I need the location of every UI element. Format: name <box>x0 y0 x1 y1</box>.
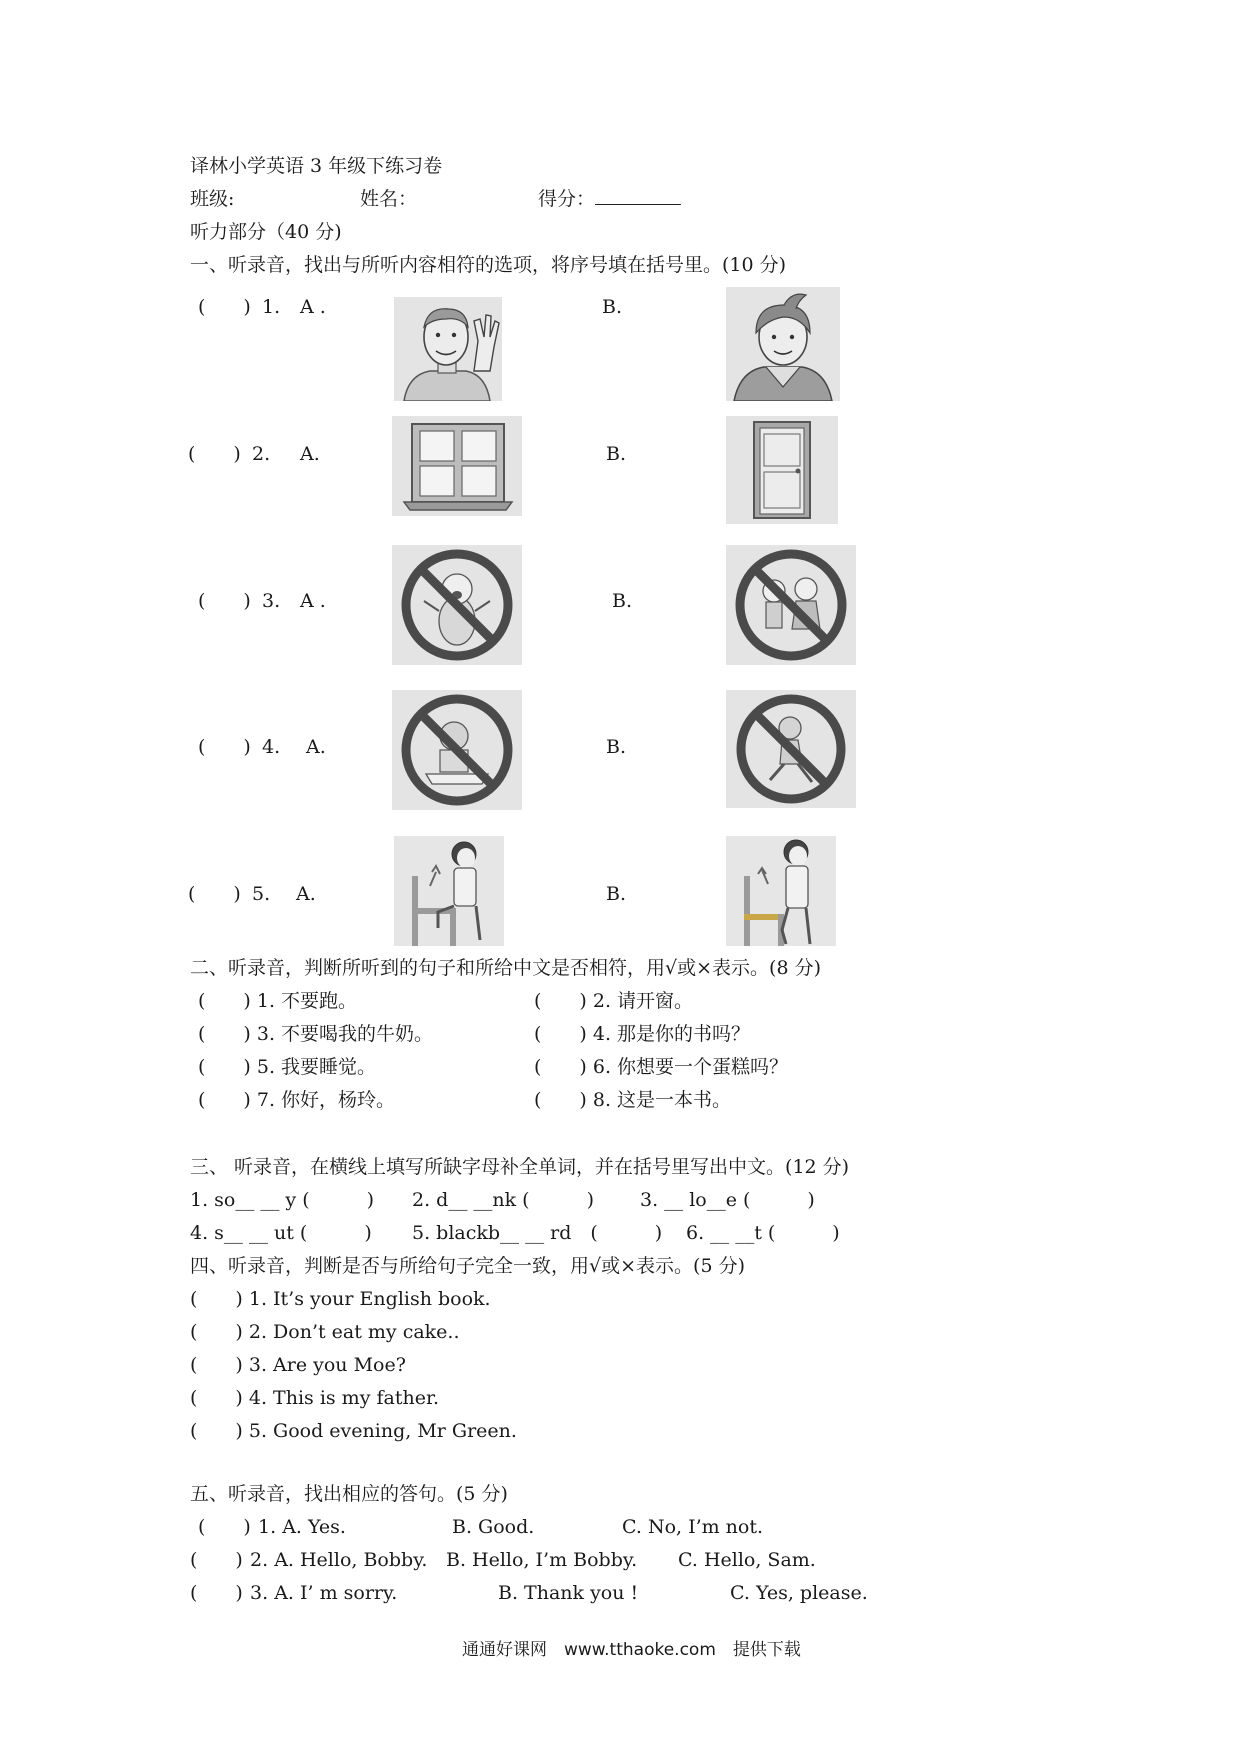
s1-item4-paren: ( ) <box>198 736 251 758</box>
s1-item2-paren: ( ) <box>188 443 241 465</box>
s2-item1 <box>198 988 357 1014</box>
score-label <box>538 186 681 212</box>
s2-item8-text: 8. 这是一本书。 <box>592 1089 732 1111</box>
s1-item2-num: 2. <box>252 443 271 465</box>
s1-item5-paren: ( ) <box>188 883 241 905</box>
s4-item4-paren: ( ) <box>190 1387 243 1409</box>
s1-item1-b: B. <box>602 296 623 318</box>
s5-item3-c: C. Yes, please. <box>730 1582 868 1604</box>
s1-item3-a: A . <box>300 590 326 612</box>
s1-item5-num: 5. <box>252 883 271 905</box>
s1-item3-num: 3. <box>262 590 281 612</box>
s1-item4-b: B. <box>606 736 627 758</box>
s4-item3 <box>190 1352 406 1378</box>
s2-item4 <box>534 1021 750 1047</box>
s2-item6-paren: ( ) <box>534 1056 587 1078</box>
s3-item2: 2. d__ __nk ( ) <box>412 1189 594 1211</box>
s4-item3-text: 3. Are you Moe? <box>248 1354 406 1376</box>
class-label: 班级: <box>190 188 235 210</box>
section2-title: 二、听录音，判断所听到的句子和所给中文是否相符，用√或×表示。(8 分) <box>190 957 821 979</box>
s2-item2 <box>534 988 693 1014</box>
section5-title: 五、听录音，找出相应的答句。(5 分) <box>190 1483 508 1505</box>
s3-item1: 1. so__ __ y ( ) <box>190 1189 375 1211</box>
girl-standing-up-image <box>726 836 836 946</box>
s2-item5 <box>198 1054 376 1080</box>
no-pushing-sign-image <box>726 545 856 665</box>
s1-item5-b: B. <box>606 883 627 905</box>
page-title: 译林小学英语 3 年级下练习卷 <box>190 155 443 177</box>
s5-item1-num: 1. <box>258 1516 277 1538</box>
s2-item8-paren: ( ) <box>534 1089 587 1111</box>
s2-item6-text: 6. 你想要一个蛋糕吗？ <box>592 1056 789 1078</box>
girl-portrait-image <box>726 287 840 401</box>
s2-item1-text: 1. 不要跑。 <box>256 990 358 1012</box>
s2-item7-paren: ( ) <box>198 1089 251 1111</box>
s1-item3-paren: ( ) <box>198 590 251 612</box>
s2-item3-text: 3. 不要喝我的牛奶。 <box>256 1023 434 1045</box>
s2-item5-text: 5. 我要睡觉。 <box>256 1056 377 1078</box>
s4-item4 <box>190 1385 439 1411</box>
s5-item1-b: B. Good. <box>452 1516 535 1538</box>
s4-item2-paren: ( ) <box>190 1321 243 1343</box>
s2-item4-paren: ( ) <box>534 1023 587 1045</box>
s5-item1-a <box>258 1514 346 1540</box>
section1-title: 一、听录音，找出与所听内容相符的选项，将序号填在括号里。(10 分) <box>190 254 787 276</box>
s2-item5-paren: ( ) <box>198 1056 251 1078</box>
s5-item2-a <box>250 1547 427 1573</box>
footer-credit: 通通好课网 www.tthaoke.com 提供下载 <box>462 1640 801 1660</box>
door-image <box>726 416 838 524</box>
s4-item1-text: 1. It’s your English book. <box>248 1288 491 1310</box>
s1-item4-num: 4. <box>262 736 281 758</box>
s4-item1 <box>190 1286 491 1312</box>
section4-title: 四、听录音，判断是否与所给句子完全一致，用√或×表示。(5 分) <box>190 1255 745 1277</box>
no-eating-sign-image <box>392 690 522 810</box>
s2-item6 <box>534 1054 788 1080</box>
score-label-text: 得分： <box>538 188 596 210</box>
section3-title: 三、 听录音，在横线上填写所缺字母补全单词，并在括号里写出中文。(12 分) <box>190 1156 850 1178</box>
s1-item1-paren: ( ) <box>198 296 251 318</box>
s3-item4: 4. s__ __ ut ( ) <box>190 1222 372 1244</box>
s4-item5-text: 5. Good evening, Mr Green. <box>248 1420 517 1442</box>
no-running-sign-image <box>726 690 856 808</box>
s2-item1-paren: ( ) <box>198 990 251 1012</box>
s3-item5: 5. blackb__ __ rd ( ) <box>412 1222 663 1244</box>
s5-item2-b: B. Hello, I’m Bobby. <box>446 1549 638 1571</box>
s5-item3-a <box>250 1580 397 1606</box>
s4-item2-text: 2. Don’t eat my cake.. <box>248 1321 460 1343</box>
s1-item5-a: A. <box>296 883 316 905</box>
s4-item1-paren: ( ) <box>190 1288 243 1310</box>
s4-item5 <box>190 1418 517 1444</box>
s2-item7-text: 7. 你好，杨玲。 <box>256 1089 396 1111</box>
s4-item3-paren: ( ) <box>190 1354 243 1376</box>
s2-item2-paren: ( ) <box>534 990 587 1012</box>
s5-item3-a-text: A. I’ m sorry. <box>274 1582 398 1604</box>
s2-item3 <box>198 1021 433 1047</box>
s1-item3-b: B. <box>612 590 633 612</box>
s5-item1-a-text: A. Yes. <box>282 1516 346 1538</box>
s5-item1-c: C. No, I’m not. <box>622 1516 764 1538</box>
score-blank <box>595 186 681 205</box>
s1-item2-a: A. <box>300 443 320 465</box>
s4-item4-text: 4. This is my father. <box>248 1387 439 1409</box>
s5-item2-c: C. Hello, Sam. <box>678 1549 816 1571</box>
s3-item6: 6. __ __t ( ) <box>686 1222 840 1244</box>
s3-item3: 3. __ lo__e ( ) <box>640 1189 815 1211</box>
s2-item2-text: 2. 请开窗。 <box>592 990 694 1012</box>
s2-item8 <box>534 1087 731 1113</box>
s5-item2-num: 2. <box>250 1549 269 1571</box>
no-shouting-sign-image <box>392 545 522 665</box>
listening-title: 听力部分（40 分) <box>190 221 342 243</box>
s2-item7 <box>198 1087 395 1113</box>
s5-item3-b: B. Thank you ! <box>498 1582 639 1604</box>
s5-item3-paren: ( ) <box>190 1582 243 1604</box>
s1-item1-num: 1. <box>262 296 281 318</box>
s2-item3-paren: ( ) <box>198 1023 251 1045</box>
s5-item2-paren: ( ) <box>190 1549 243 1571</box>
man-waving-image <box>394 297 502 401</box>
name-label: 姓名： <box>360 188 418 210</box>
s2-item4-text: 4. 那是你的书吗？ <box>592 1023 751 1045</box>
s5-item3-num: 3. <box>250 1582 269 1604</box>
s5-item1-paren: ( ) <box>198 1516 251 1538</box>
s4-item5-paren: ( ) <box>190 1420 243 1442</box>
s5-item2-a-text: A. Hello, Bobby. <box>274 1549 428 1571</box>
s1-item4-a: A. <box>306 736 326 758</box>
girl-sitting-down-image <box>394 836 504 946</box>
window-image <box>392 416 522 516</box>
s1-item1-a: A . <box>300 296 326 318</box>
s1-item2-b: B. <box>606 443 627 465</box>
s4-item2 <box>190 1319 460 1345</box>
